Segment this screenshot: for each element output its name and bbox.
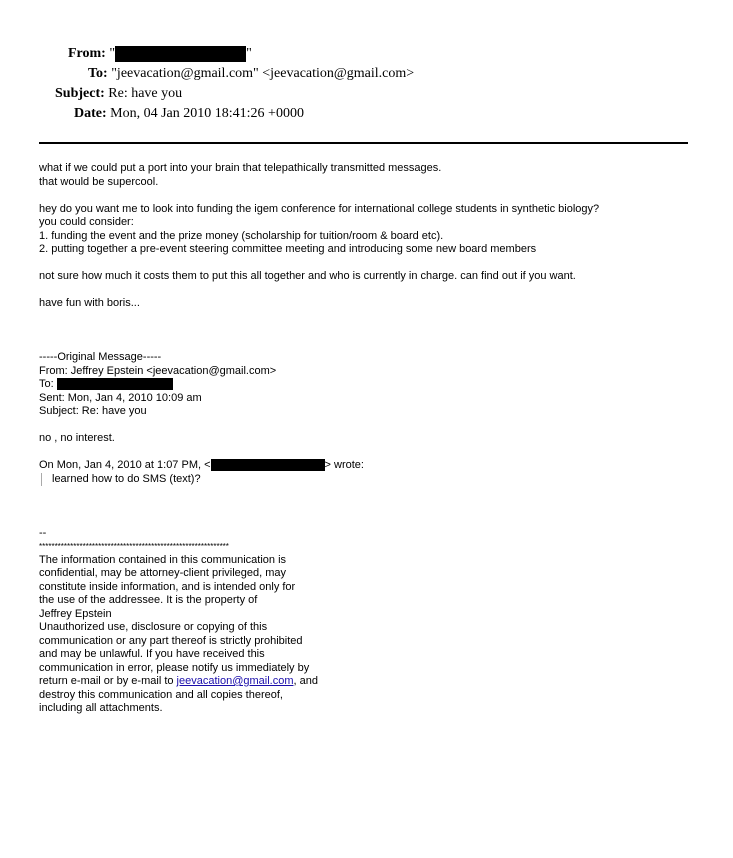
quoted-text-block: [41, 473, 699, 487]
from-label: From:: [68, 46, 106, 61]
signature-dashes: --: [39, 526, 47, 539]
redaction-bar: [211, 459, 325, 471]
to-value: "jeevacation@gmail.com" <jeevacation@gmail.com>: [111, 66, 415, 81]
body-line: you could consider:: [39, 216, 134, 228]
date-row: [74, 104, 304, 124]
quoted-line: learned how to do SMS (text)?: [52, 472, 201, 485]
original-subject: Subject: Re: have you: [39, 405, 147, 417]
from-row: [68, 44, 252, 64]
email-link[interactable]: jeevacation@gmail.com: [176, 675, 294, 687]
header-divider: [39, 142, 688, 144]
to-row: [88, 64, 414, 84]
from-quote-close: ": [246, 46, 252, 61]
disclaimer-line: destroy this communication and all copies thereof,: [39, 688, 283, 701]
body-line: not sure how much it costs them to put this all together and who is currently in charge. can find out if you want.: [39, 270, 576, 282]
body-line: 1. funding the event and the prize money (scholarship for tuition/room & board etc).: [39, 229, 444, 242]
disclaimer-line: confidential, may be attorney-client privileged, may: [39, 567, 287, 579]
disclaimer-line: communication in error, please notify us immediately by: [39, 661, 310, 674]
body-line: that would be supercool.: [39, 175, 159, 188]
disclaimer-return-suffix: , and: [293, 675, 318, 687]
quote-attribution: [39, 459, 699, 473]
original-divider: -----Original Message-----: [39, 351, 162, 363]
body-line: what if we could put a port into your brain that telepathically transmitted messages.: [39, 162, 442, 174]
subject-label: Subject:: [55, 86, 105, 101]
body-line: 2. putting together a pre-event steering committee meeting and introducing some new board members: [39, 243, 537, 255]
subject-value: Re: have you: [108, 86, 183, 101]
original-to: [39, 378, 699, 392]
disclaimer-line: Unauthorized use, disclosure or copying of this: [39, 621, 268, 633]
redaction-bar: [115, 46, 246, 62]
redaction-bar: [57, 378, 173, 390]
to-label: To:: [88, 66, 108, 81]
disclaimer-line: communication or any part thereof is strictly prohibited: [39, 634, 303, 647]
date-label: Date:: [74, 106, 107, 121]
email-body: [39, 162, 699, 716]
disclaimer-line: [39, 675, 699, 689]
disclaimer-return-prefix: return e-mail or by e-mail to: [39, 675, 177, 687]
quote-attribution-suffix: > wrote:: [324, 459, 364, 471]
disclaimer-line: constitute inside information, and is intended only for: [39, 580, 296, 593]
disclaimer-line: including all attachments.: [39, 702, 163, 714]
disclaimer-line: the use of the addressee. It is the property of: [39, 594, 258, 606]
date-value: Mon, 04 Jan 2010 18:41:26 +0000: [110, 106, 304, 121]
original-from: From: Jeffrey Epstein <jeevacation@gmail.com>: [39, 364, 277, 377]
body-line: have fun with boris...: [39, 297, 140, 309]
subject-row: [55, 84, 182, 104]
from-quote-open: ": [109, 46, 116, 61]
original-sent: Sent: Mon, Jan 4, 2010 10:09 am: [39, 391, 202, 404]
disclaimer-line: Jeffrey Epstein: [39, 607, 112, 620]
disclaimer-line: and may be unlawful. If you have received this: [39, 648, 265, 660]
disclaimer-line: The information contained in this communication is: [39, 553, 287, 566]
original-reply: no , no interest.: [39, 432, 115, 444]
signature-stars: *************************************************************: [39, 542, 229, 551]
body-line: hey do you want me to look into funding the igem conference for international college students in synthetic biology?: [39, 202, 600, 215]
original-to-label: To:: [39, 378, 54, 390]
quote-attribution-prefix: On Mon, Jan 4, 2010 at 1:07 PM, <: [39, 459, 211, 471]
